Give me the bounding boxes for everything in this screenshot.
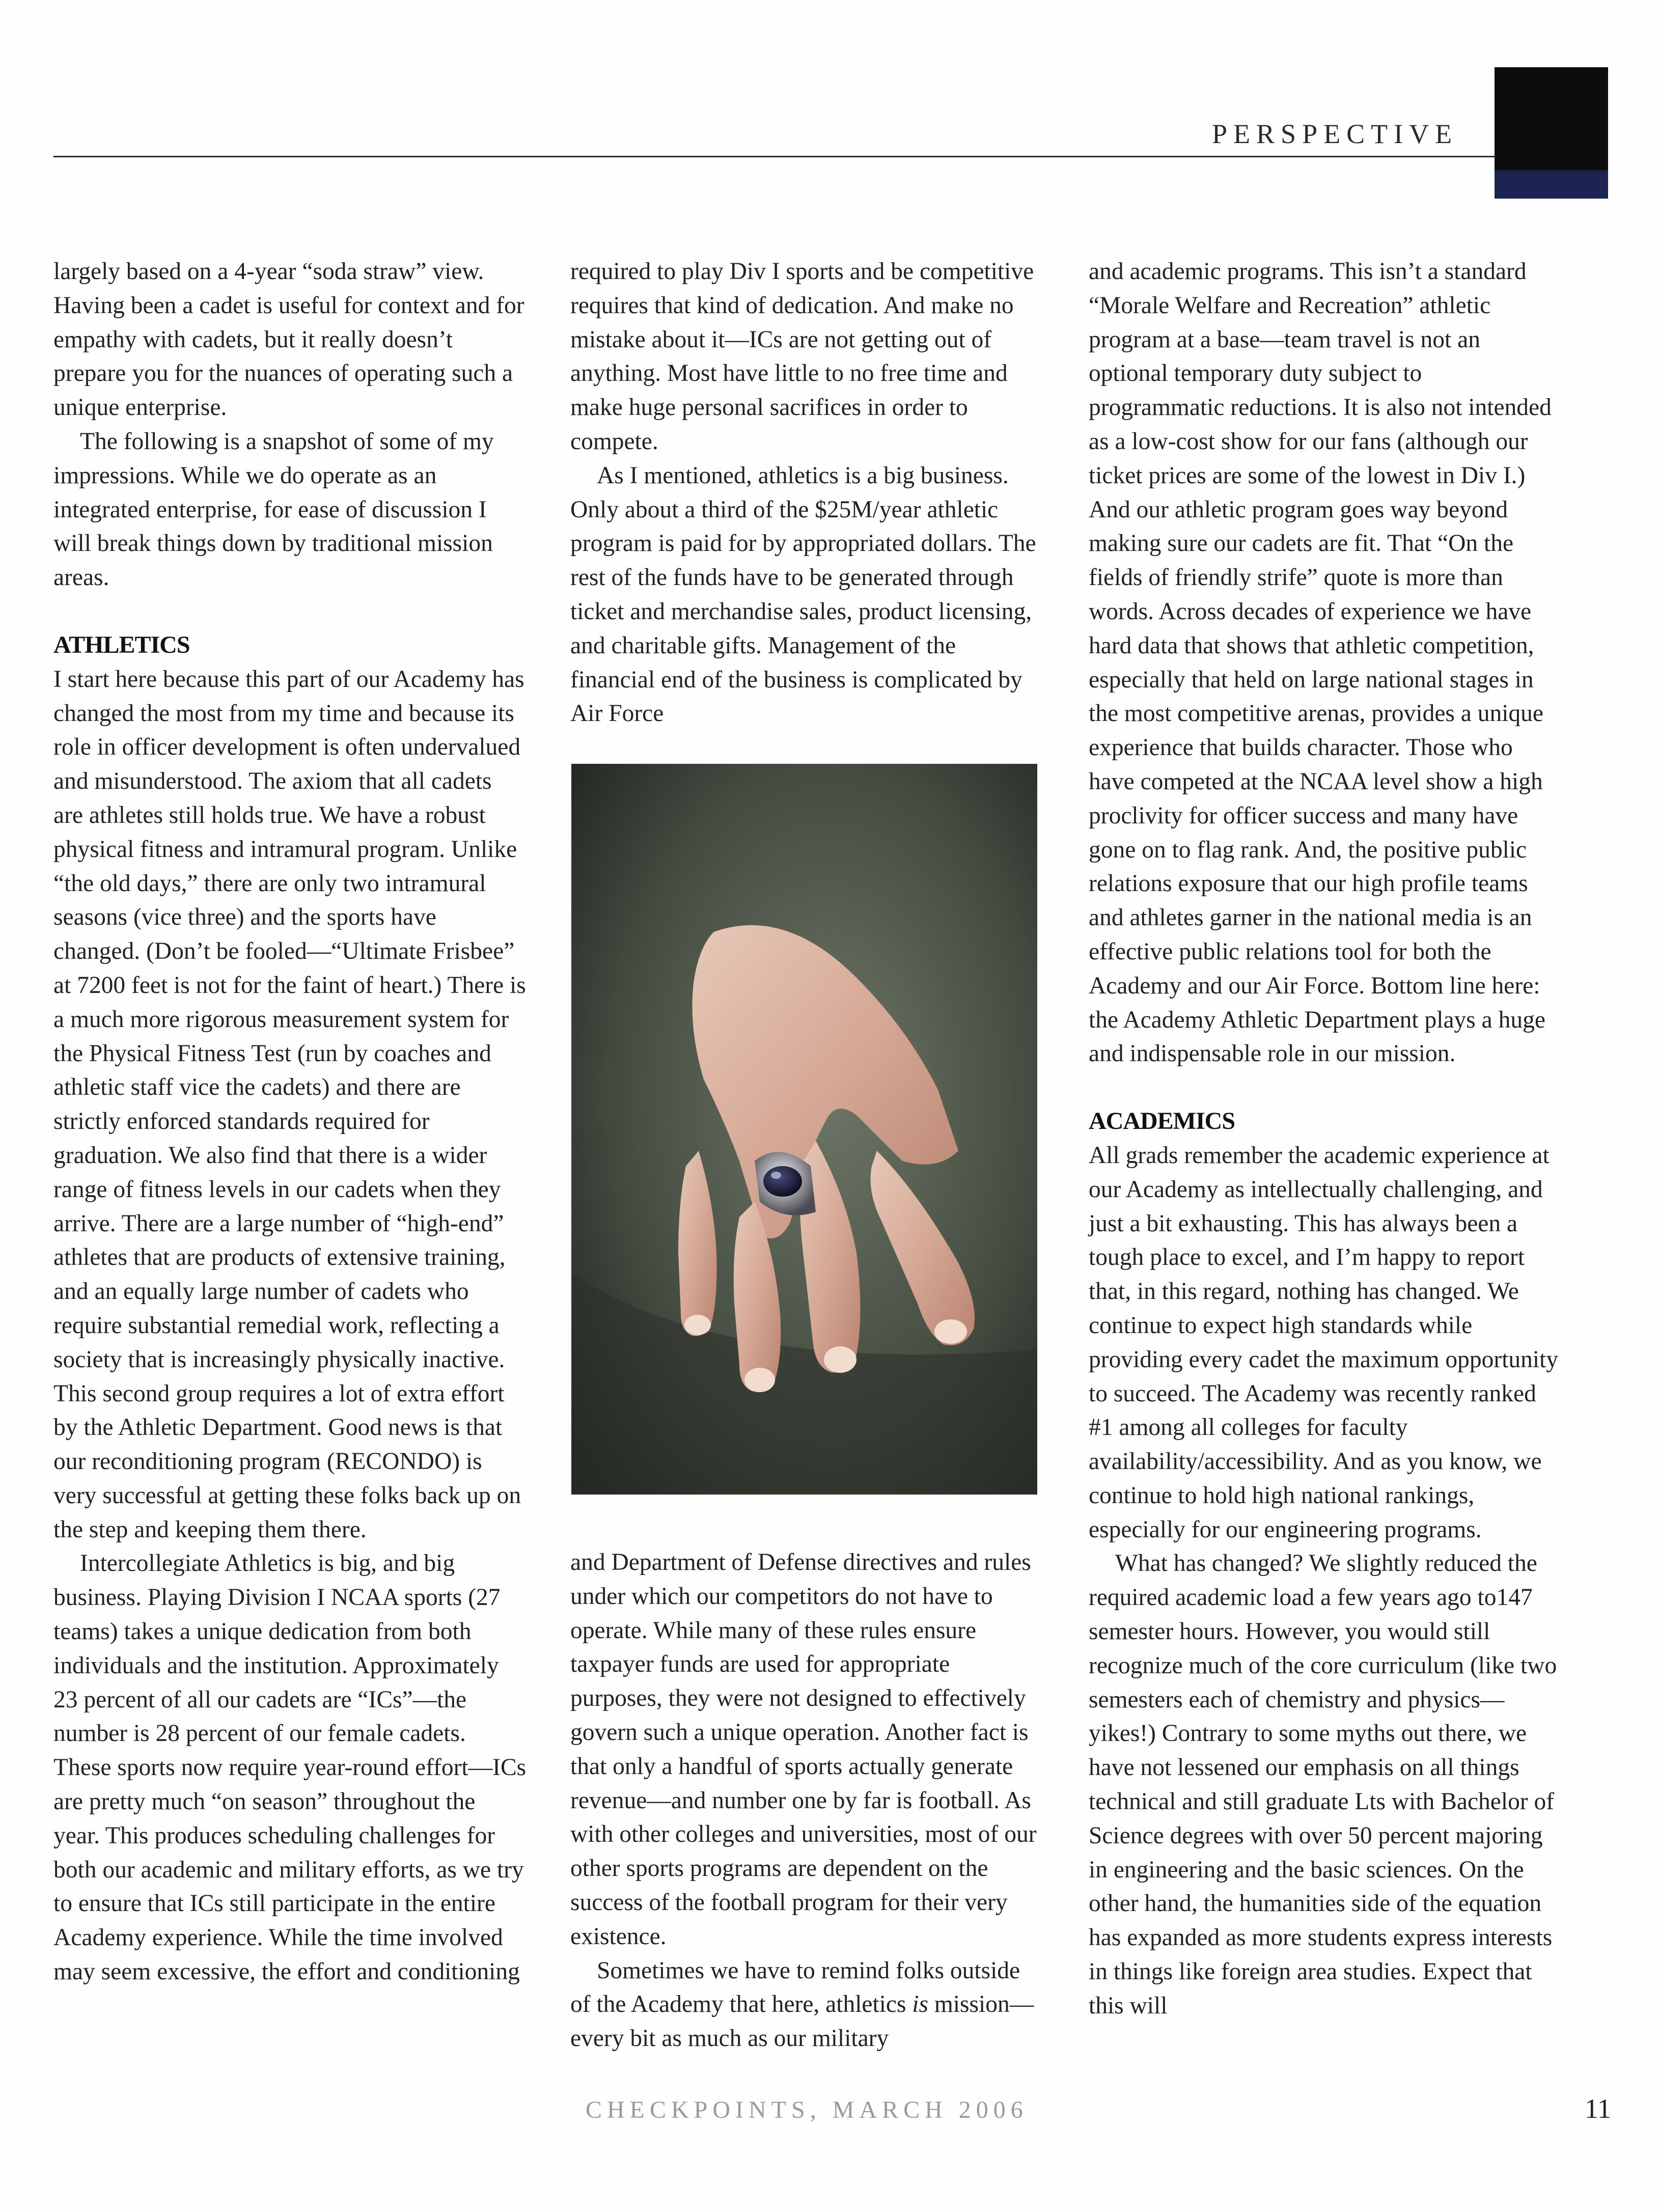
column-2-bottom xyxy=(570,1545,1044,2056)
academics-heading: ACADEMICS xyxy=(1089,1108,1235,1135)
header-color-block xyxy=(1495,67,1608,199)
section-label: PERSPECTIVE xyxy=(1212,119,1458,149)
column2-paragraph-2: As I mentioned, athletics is a big business. Only about a third of the $25M/year athletic program is paid for by appropriated dollars. The rest of the funds have to be generated through ticket and merchandise sales, product licensing, and charitable gifts. Management of the financial end of the business is complicated by Air Force xyxy=(570,462,1036,727)
academics-paragraph-1: All grads remember the academic experience at our Academy as intellectually challenging, and just a bit exhausting. This has always been a tough place to excel, and I’m happy to report that, in this regard, nothing has changed. We continue to expect high standards while providing every cadet the maximum opportunity to succeed. The Academy was recently ranked #1 among all colleges for faculty availability/accessibility. And as you know, we continue to hold high national rankings, especially for our engineering programs. xyxy=(1089,1142,1559,1543)
athletics-paragraph-1: I start here because this part of our Academy has changed the most from my time and because its role in officer development is often undervalued and misunderstood. The axiom that all cadets are athletes still holds true. We have a robust physical fitness and intramural program. Unlike “the old days,” there are only two intramural seasons (vice three) and the sports have changed. (Don’t be fooled—“Ultimate Frisbee” at 7200 feet is not for the faint of heart.) There is a much more rigorous measurement system for the Physical Fitness Test (run by coaches and athletic staff vice the cadets) and there are strictly enforced standards required for graduation. We also find that there is a wider range of fitness levels in our cadets when they arrive. There are a large number of “high-end” athletes that are products of extensive training, and an equally large number of cadets who require substantial remedial work, reflecting a society that is increasingly physically inactive. This second group requires a lot of extra effort by the Athletic Department. Good news is that our reconditioning program (RECONDO) is very successful at getting these folks back up on the step and keeping them there. xyxy=(53,666,526,1543)
column3-paragraph-1: and academic programs. This isn’t a standard “Morale Welfare and Recreation” athletic program at a base—team travel is not an optional temporary duty subject to programmatic reductions. It is also not intended as a low-cost show for our fans (although our ticket prices are some of the lowest in Div I.) And our athletic program goes way beyond making sure our cadets are fit. That “On the fields of friendly strife” quote is more than words. Across decades of experience we have hard data that shows that athletic competition, especially that held on large national stages in the most competitive arenas, provides a unique experience that builds character. Those who have competed at the NCAA level show a high proclivity for officer success and many have gone on to flag rank. And, the positive public relations exposure that our high profile teams and athletes garner in the national media is an effective public relations tool for both the Academy and our Air Force. Bottom line here: the Academy Athletic Department plays a huge and indispensable role in our mission. xyxy=(1089,258,1552,1067)
column2-paragraph-4-start: Sometimes we have to remind folks outside of the Academy that here, athletics xyxy=(570,1957,1020,2018)
column2-paragraph-3: and Department of Defense directives and rules under which our competitors do not have to operate. While many of these rules ensure taxpayer funds are used for appropriate purposes, they were not designed to effectively govern such a unique operation. Another fact is that only a handful of sports actually generate revenue—and number one by far is football. As with other colleges and universities, most of our other sports programs are dependent on the success of the football program for their very existence. xyxy=(570,1549,1037,1950)
intro-paragraph-1: largely based on a 4-year “soda straw” view. Having been a cadet is useful for context and for empathy with cadets, but it really doesn’t prepare you for the nuances of operating such a unique enterprise. xyxy=(53,258,524,421)
intro-paragraph-2: The following is a snapshot of some of my impressions. While we do operate as an integrated enterprise, for ease of discussion I will break things down by traditional mission areas. xyxy=(53,428,494,591)
ring-photo xyxy=(571,764,1037,1495)
column2-paragraph-4-end: mission—every bit as much as our military xyxy=(570,1991,1034,2052)
header-rule xyxy=(53,156,1495,157)
athletics-paragraph-2: Intercollegiate Athletics is big, and big business. Playing Division I NCAA sports (27 teams) takes a unique dedication from both individuals and the institution. Approximately 23 percent of all our cadets are “ICs”—the number is 28 percent of our female cadets. These sports now require year-round effort—ICs are pretty much “on season” throughout the year. This produces scheduling challenges for both our academic and military efforts, as we try to ensure that ICs still participate in the entire Academy experience. While the time involved may seem excessive, the effort and conditioning xyxy=(53,1550,527,1985)
column2-paragraph-1: required to play Div I sports and be competitive requires that kind of dedication. And make no mistake about it—ICs are not getting out of anything. Most have little to no free time and make huge personal sacrifices in order to compete. xyxy=(570,258,1034,455)
column-1 xyxy=(53,255,527,1989)
athletics-heading: ATHLETICS xyxy=(53,631,190,658)
column-2-top xyxy=(570,255,1044,731)
column2-paragraph-4 xyxy=(570,1954,1044,2056)
page-number: 11 xyxy=(1585,2093,1611,2124)
column2-paragraph-4-emphasis: is xyxy=(912,1991,929,2018)
academics-paragraph-2: What has changed? We slightly reduced the required academic load a few years ago to147 semester hours. However, you would still recognize much of the core curriculum (like two semesters each of chemistry and physics—yikes!) Contrary to some myths out there, we have not lessened our emphasis on all things technical and still graduate Lts with Bachelor of Science degrees with over 50 percent majoring in engineering and the basic sciences. On the other hand, the humanities side of the equation has expanded as more students express interests in things like foreign area studies. Expect that this will xyxy=(1089,1550,1557,2019)
footer-publication: CHECKPOINTS, MARCH 2006 xyxy=(586,2096,1028,2123)
column-3 xyxy=(1089,255,1562,2023)
